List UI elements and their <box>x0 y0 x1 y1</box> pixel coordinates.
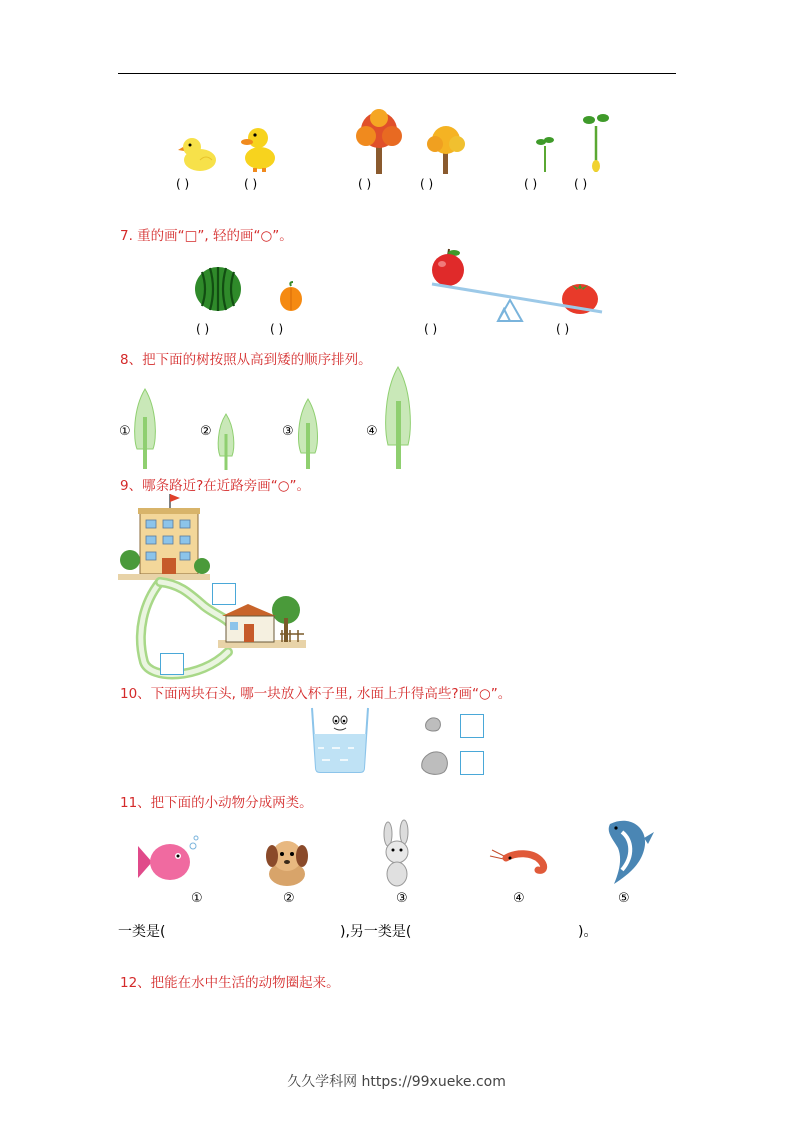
tree-label: ① <box>119 424 131 439</box>
animal-label: ③ <box>396 891 408 906</box>
answer-box-near-road[interactable] <box>160 653 184 675</box>
question-9-title: 9、哪条路近?在近路旁画“○”。 <box>120 478 311 494</box>
chick-icon <box>178 134 220 174</box>
question-11-title: 11、把下面的小动物分成两类。 <box>120 795 313 811</box>
tree-1-icon <box>133 389 157 469</box>
paren-blank[interactable]: ( ) <box>196 322 210 336</box>
tree-2-icon <box>217 414 235 470</box>
large-stone-icon <box>420 750 450 776</box>
question-10-title: 10、下面两块石头, 哪一块放入杯子里, 水面上升得高些?画“○”。 <box>120 686 512 702</box>
answer-blank-category-2[interactable] <box>424 921 574 939</box>
paren-blank[interactable]: ( ) <box>176 177 190 191</box>
water-cup-icon <box>310 706 370 774</box>
tree-label: ② <box>200 424 212 439</box>
rabbit-icon <box>374 822 420 888</box>
tree-label: ③ <box>282 424 294 439</box>
autumn-tree-large-icon <box>352 108 406 174</box>
top-rule <box>118 73 676 74</box>
tree-4-icon <box>384 367 412 469</box>
tree-label: ④ <box>366 424 378 439</box>
puppy-icon <box>262 836 312 886</box>
autumn-tree-small-icon <box>424 122 468 174</box>
paren-blank[interactable]: ( ) <box>270 322 284 336</box>
seesaw-icon <box>430 282 604 324</box>
building-icon <box>118 494 210 584</box>
shrimp-icon <box>488 846 550 876</box>
animal-label: ② <box>283 891 295 906</box>
animal-label: ④ <box>513 891 525 906</box>
question-8-title: 8、把下面的树按照从高到矮的顺序排列。 <box>120 352 372 368</box>
paren-blank[interactable]: ( ) <box>424 322 438 336</box>
answer-blank-category-1[interactable] <box>176 921 336 939</box>
tree-3-icon <box>297 399 319 469</box>
duck-icon <box>240 124 278 172</box>
pepper-icon <box>278 282 304 312</box>
paren-blank[interactable]: ( ) <box>358 177 372 191</box>
answer-box-far-road[interactable] <box>212 583 236 605</box>
footer-source: 久久学科网 https://99xueke.com <box>287 1074 506 1090</box>
question-12-title: 12、把能在水中生活的动物圈起来。 <box>120 975 340 991</box>
shark-icon <box>600 814 654 886</box>
answer-line-middle: ),另一类是( <box>340 924 412 940</box>
fish-icon <box>138 836 200 888</box>
small-stone-icon <box>424 716 442 732</box>
answer-box-small-stone[interactable] <box>460 714 484 738</box>
animal-label: ① <box>191 891 203 906</box>
answer-line-end: )。 <box>578 924 598 940</box>
paren-blank[interactable]: ( ) <box>524 177 538 191</box>
sprout-large-icon <box>582 112 610 172</box>
paren-blank[interactable]: ( ) <box>574 177 588 191</box>
paren-blank[interactable]: ( ) <box>244 177 258 191</box>
apple-icon <box>430 248 466 286</box>
sprout-small-icon <box>535 132 555 172</box>
animal-label: ⑤ <box>618 891 630 906</box>
question-7-title: 7. 重的画“□”, 轻的画“○”。 <box>120 228 293 244</box>
answer-box-large-stone[interactable] <box>460 751 484 775</box>
watermelon-icon <box>194 266 242 312</box>
answer-line-start: 一类是( <box>118 924 166 940</box>
paren-blank[interactable]: ( ) <box>556 322 570 336</box>
paren-blank[interactable]: ( ) <box>420 177 434 191</box>
